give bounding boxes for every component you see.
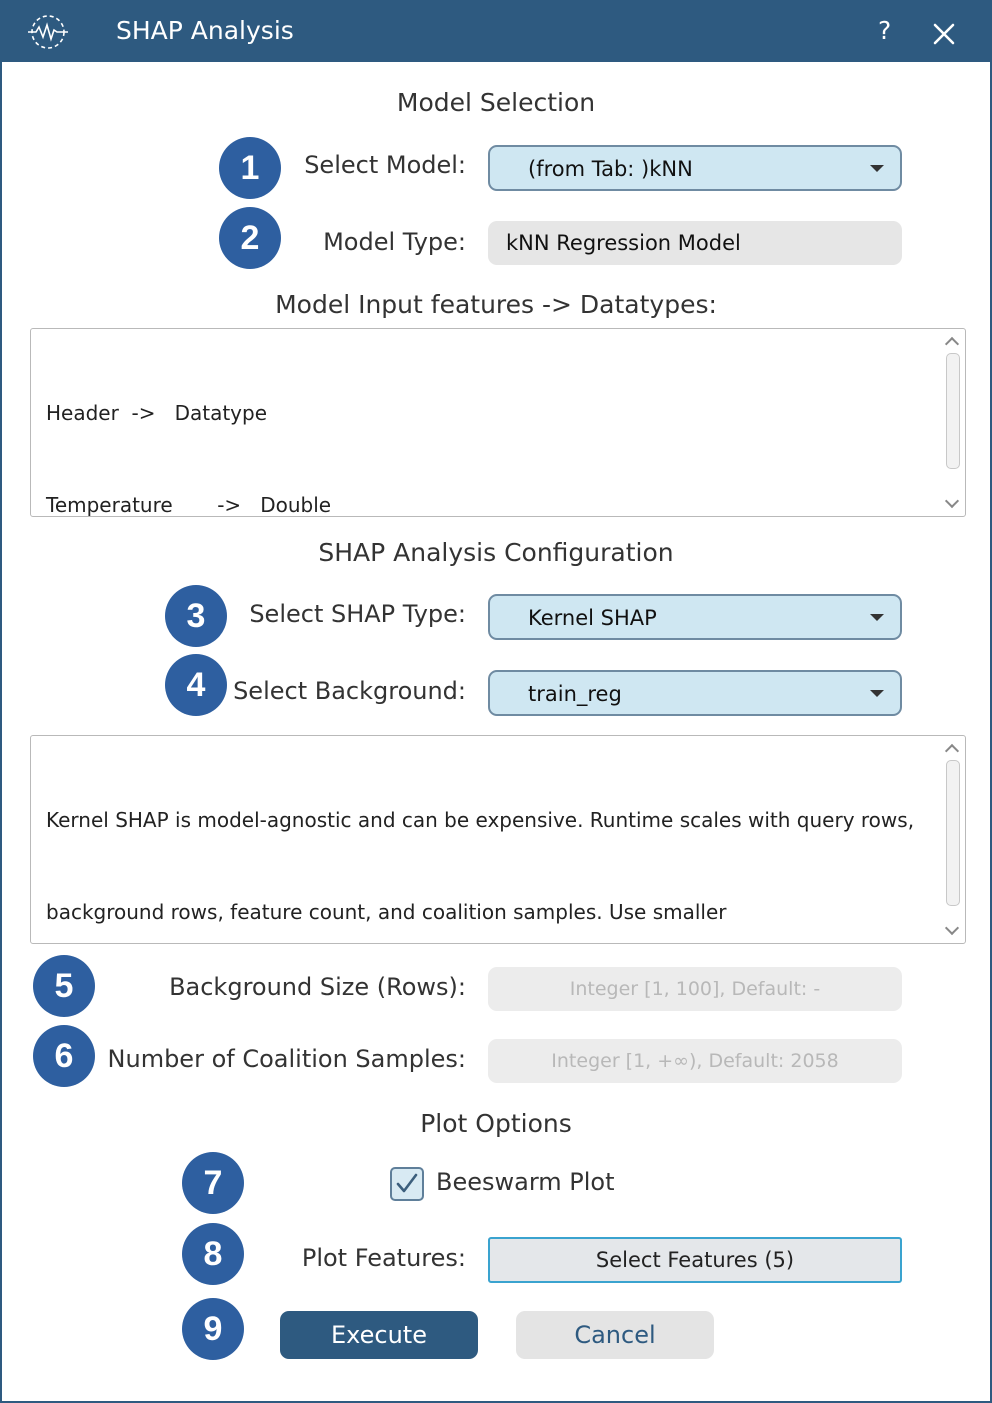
background-value: train_reg <box>528 682 622 706</box>
cancel-button[interactable]: Cancel <box>516 1311 714 1359</box>
select-model-value: (from Tab: )kNN <box>528 157 693 181</box>
step-badge-4: 4 <box>165 654 227 716</box>
background-size-input[interactable] <box>488 967 902 1011</box>
step-badge-2: 2 <box>219 207 281 269</box>
shap-type-value: Kernel SHAP <box>528 606 657 630</box>
step-badge-3: 3 <box>165 585 227 647</box>
scroll-thumb[interactable] <box>946 353 960 469</box>
step-badge-5: 5 <box>33 955 95 1017</box>
features-heading: Model Input features -> Datatypes: <box>275 290 717 319</box>
model-selection-heading: Model Selection <box>396 88 596 117</box>
coalition-samples-label: Number of Coalition Samples: <box>107 1045 466 1073</box>
model-type-field <box>488 221 902 265</box>
chevron-down-icon <box>870 614 884 621</box>
scroll-down-icon[interactable] <box>945 494 959 508</box>
title-bar[interactable] <box>2 2 990 62</box>
plot-features-label: Plot Features: <box>301 1244 466 1272</box>
features-textbox[interactable] <box>30 328 966 517</box>
window-title: SHAP Analysis <box>116 16 294 45</box>
coalition-samples-input[interactable] <box>488 1039 902 1083</box>
shap-type-dropdown[interactable] <box>488 594 902 640</box>
background-label: Select Background: <box>233 677 466 705</box>
list-item: Header -> Datatype <box>46 401 268 425</box>
step-badge-8: 8 <box>182 1223 244 1285</box>
scroll-thumb[interactable] <box>946 760 960 906</box>
help-button[interactable]: ? <box>878 16 892 45</box>
step-badge-1: 1 <box>219 137 281 199</box>
step-badge-6: 6 <box>33 1025 95 1087</box>
checkmark-icon <box>394 1171 420 1197</box>
background-size-label: Background Size (Rows): <box>169 973 466 1001</box>
step-badge-9: 9 <box>182 1298 244 1360</box>
close-icon[interactable] <box>930 20 958 48</box>
chevron-down-icon <box>870 165 884 172</box>
shap-config-heading: SHAP Analysis Configuration <box>318 538 674 567</box>
plot-options-heading: Plot Options <box>420 1109 572 1138</box>
beeswarm-checkbox[interactable] <box>390 1167 424 1201</box>
features-list <box>46 337 935 517</box>
step-badge-7: 7 <box>182 1152 244 1214</box>
scroll-down-icon[interactable] <box>945 921 959 935</box>
shap-info-scrollbar[interactable] <box>941 736 965 943</box>
info-line: Kernel SHAP is model-agnostic and can be expensive. Runtime scales with query rows, <box>46 808 915 832</box>
model-type-label: Model Type: <box>323 228 466 256</box>
shap-info-textbox[interactable] <box>30 735 966 944</box>
app-logo-icon <box>26 12 70 52</box>
select-model-dropdown[interactable] <box>488 145 902 191</box>
select-features-button[interactable]: Select Features (5) <box>488 1237 902 1283</box>
select-model-label: Select Model: <box>304 151 466 179</box>
info-line: background rows, feature count, and coalition samples. Use smaller <box>46 899 727 924</box>
features-scrollbar[interactable] <box>941 329 965 516</box>
beeswarm-label[interactable]: Beeswarm Plot <box>436 1168 615 1196</box>
chevron-down-icon <box>870 690 884 697</box>
execute-button[interactable]: Execute <box>280 1311 478 1359</box>
shap-type-label: Select SHAP Type: <box>249 600 466 628</box>
scroll-up-icon[interactable] <box>945 337 959 351</box>
list-item: Temperature -> Double <box>46 492 332 517</box>
model-type-value: kNN Regression Model <box>506 231 741 255</box>
scroll-up-icon[interactable] <box>945 744 959 758</box>
background-dropdown[interactable] <box>488 670 902 716</box>
shap-info-text <box>46 744 935 944</box>
